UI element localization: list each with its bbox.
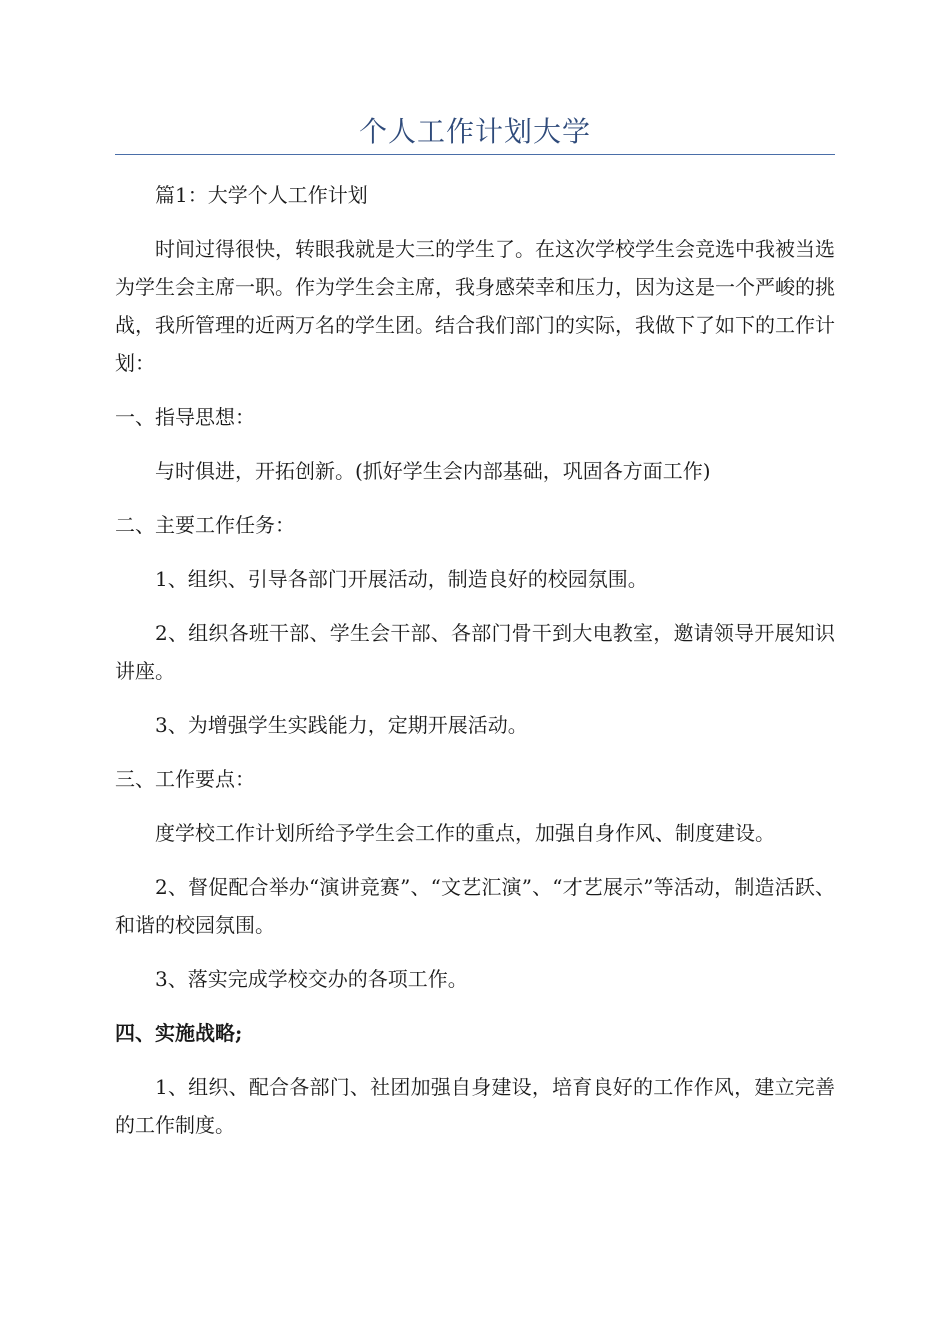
- title-underline: [115, 154, 835, 155]
- list-item-strategy-1: 1、组织、配合各部门、社团加强自身建设，培育良好的工作作风，建立完善的工作制度。: [115, 1075, 835, 1137]
- section-heading-strategy: 四、实施战略;: [115, 1021, 243, 1045]
- section-heading-main-tasks: 二、主要工作任务：: [115, 513, 295, 537]
- document-body: [115, 176, 835, 1160]
- list-item-task-1: 1、组织、引导各部门开展活动，制造良好的校园氛围。: [155, 567, 648, 591]
- paragraph-guiding-thought: 与时俱进，开拓创新。(抓好学生会内部基础，巩固各方面工作): [155, 459, 711, 483]
- document-title: 个人工作计划大学: [358, 115, 591, 148]
- list-item-task-2: 2、组织各班干部、学生会干部、各部门骨干到大电教室，邀请领导开展知识讲座。: [115, 621, 835, 683]
- list-item-point-3: 3、落实完成学校交办的各项工作。: [155, 967, 468, 991]
- section-heading-key-points: 三、工作要点：: [115, 767, 255, 791]
- list-item-point-1: 度学校工作计划所给予学生会工作的重点，加强自身作风、制度建设。: [155, 821, 775, 845]
- list-item-point-2: 2、督促配合举办“演讲竞赛”、“文艺汇演”、“才艺展示”等活动，制造活跃、和谐的校园氛围。: [115, 875, 835, 937]
- paragraph-intro: 时间过得很快，转眼我就是大三的学生了。在这次学校学生会竞选中我被当选为学生会主席一职。作为学生会主席，我身感荣幸和压力，因为这是一个严峻的挑战，我所管理的近两万名的学生团。结合我们部门的实际，我做下了如下的工作计划：: [115, 237, 835, 375]
- section-heading-guiding-thought: 一、指导思想：: [115, 405, 255, 429]
- paragraph-article-heading: 篇1：大学个人工作计划: [155, 183, 368, 207]
- list-item-task-3: 3、为增强学生实践能力，定期开展活动。: [155, 713, 528, 737]
